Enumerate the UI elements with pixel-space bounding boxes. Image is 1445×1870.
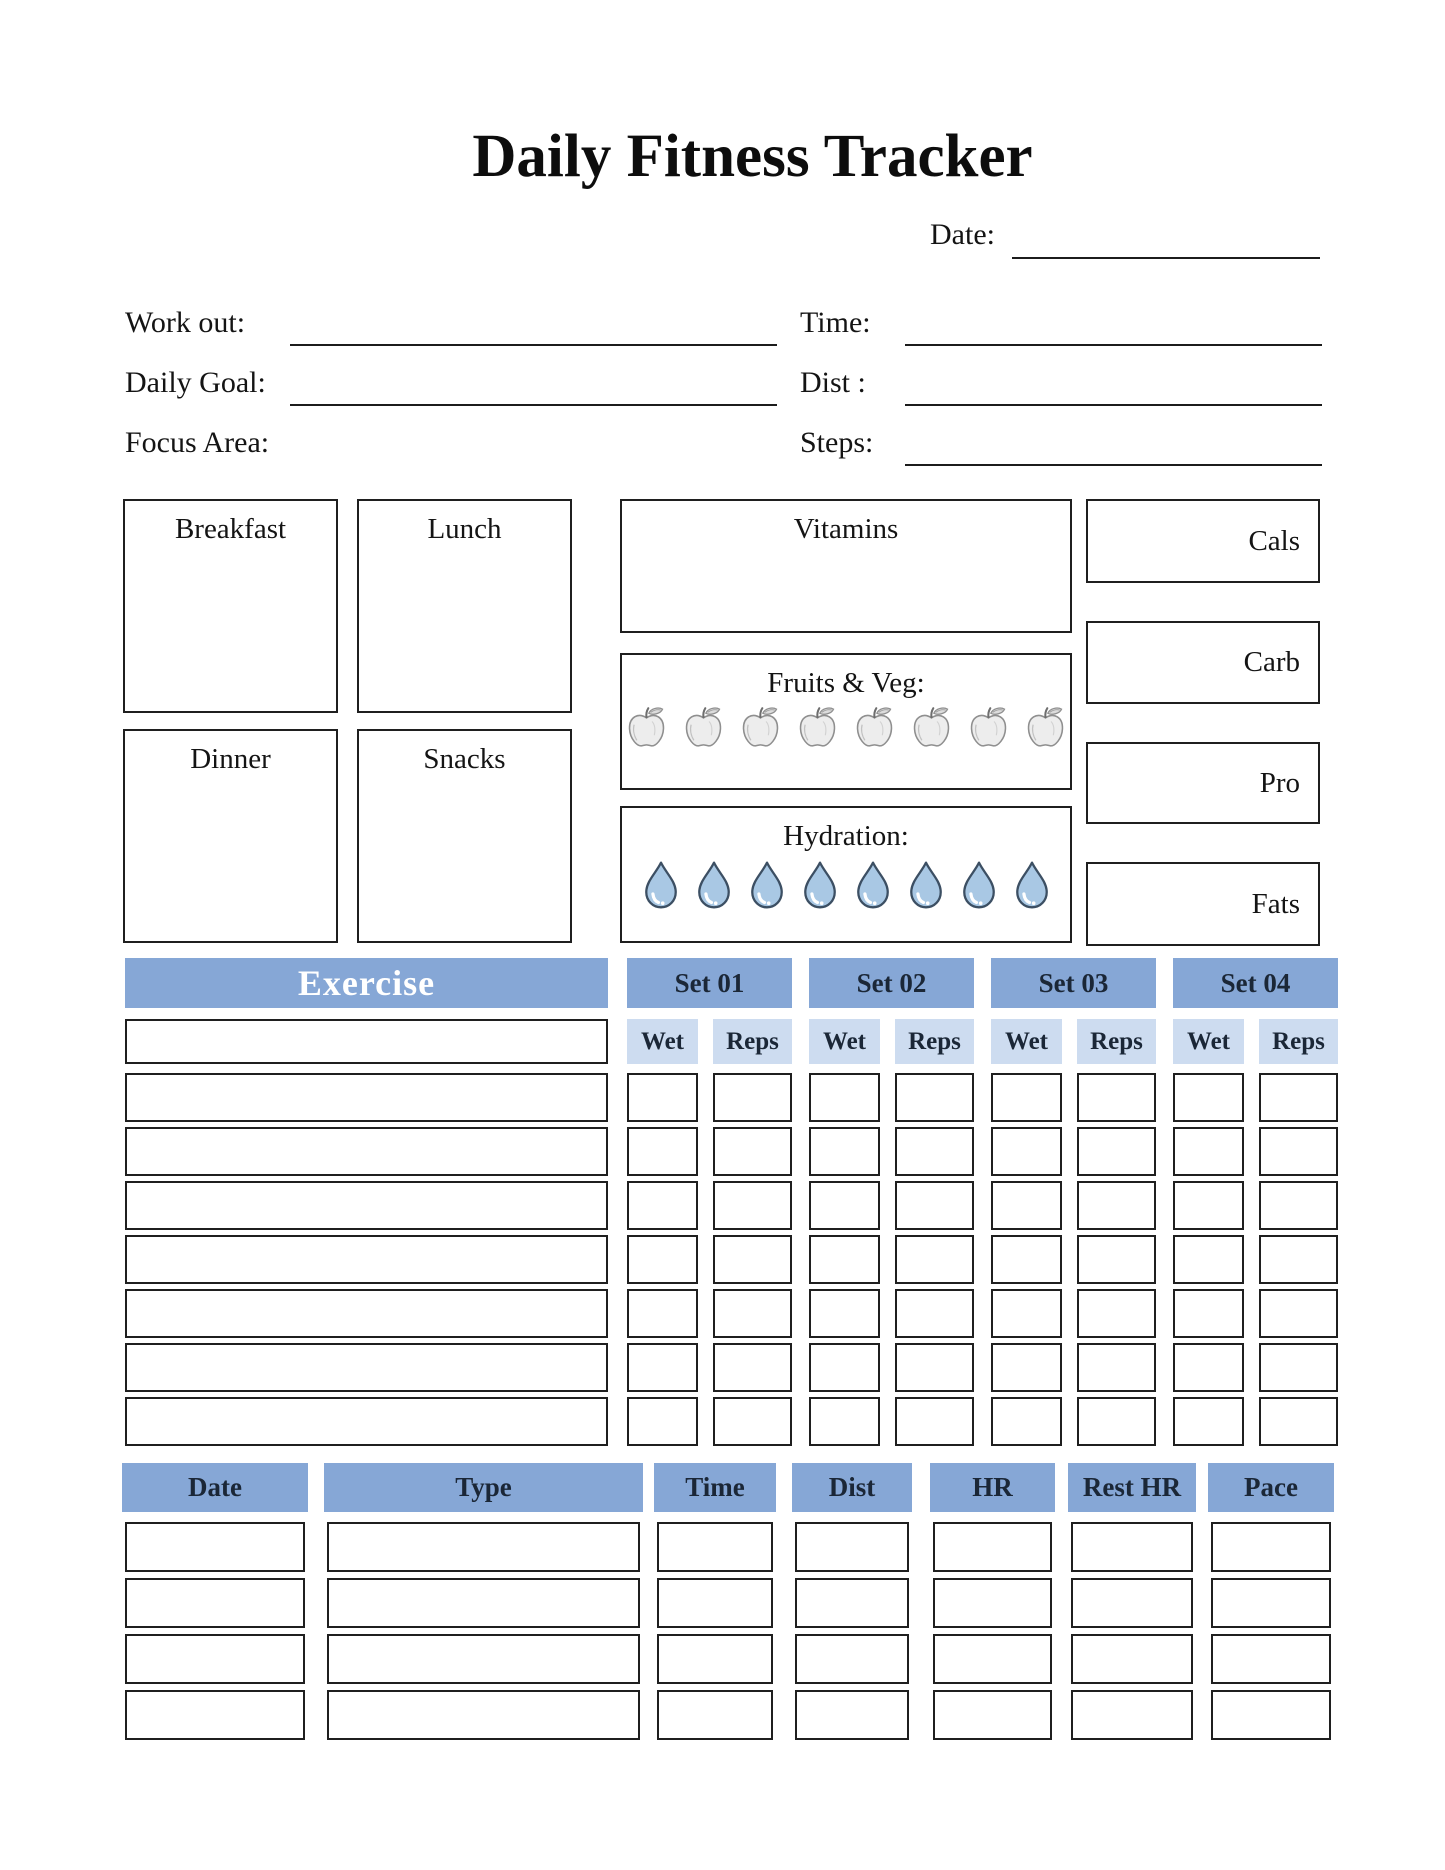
- cardio-date-cell[interactable]: [125, 1690, 305, 1740]
- cardio-col-hr: HR: [930, 1463, 1055, 1512]
- exercise-row: [125, 1397, 1338, 1446]
- cardio-time-cell[interactable]: [657, 1690, 773, 1740]
- set1-reps-cell[interactable]: [713, 1235, 792, 1284]
- cardio-col-type: Type: [324, 1463, 643, 1512]
- wet-header: Wet: [991, 1019, 1062, 1064]
- exercise-header: Exercise: [125, 958, 608, 1008]
- cardio-hr-cell[interactable]: [933, 1522, 1052, 1572]
- set4-wet-cell[interactable]: [1173, 1235, 1244, 1284]
- cardio-type-cell[interactable]: [327, 1690, 640, 1740]
- set4-reps-cell[interactable]: [1259, 1289, 1338, 1338]
- exercise-name-cell[interactable]: [125, 1127, 608, 1176]
- exercise-name-header-cell[interactable]: [125, 1019, 608, 1064]
- exercise-subheader-row: [125, 1019, 1338, 1064]
- set1-wet-cell[interactable]: [627, 1397, 698, 1446]
- cardio-col-time: Time: [654, 1463, 776, 1512]
- page-title: Daily Fitness Tracker: [472, 123, 1033, 190]
- cardio-dist-cell[interactable]: [795, 1690, 909, 1740]
- set1-reps-cell[interactable]: [713, 1343, 792, 1392]
- lunch-label: Lunch: [427, 513, 502, 545]
- cardio-col-date: Date: [122, 1463, 308, 1512]
- apple-icon[interactable]: [737, 705, 784, 749]
- dinner-box[interactable]: [123, 729, 338, 943]
- exercise-row: [125, 1181, 1338, 1230]
- exercise-name-cell[interactable]: [125, 1289, 608, 1338]
- set2-reps-cell[interactable]: [895, 1289, 974, 1338]
- exercise-row: [125, 1127, 1338, 1176]
- cardio-type-cell[interactable]: [327, 1578, 640, 1628]
- dinner-label: Dinner: [190, 743, 271, 775]
- cardio-pace-cell[interactable]: [1211, 1522, 1331, 1572]
- set2-wet-cell[interactable]: [809, 1181, 880, 1230]
- cardio-time-cell[interactable]: [657, 1578, 773, 1628]
- cardio-type-cell[interactable]: [327, 1634, 640, 1684]
- cardio-dist-cell[interactable]: [795, 1634, 909, 1684]
- set1-reps-cell[interactable]: [713, 1073, 792, 1122]
- time-input-line[interactable]: [905, 344, 1322, 346]
- cardio-dist-cell[interactable]: [795, 1578, 909, 1628]
- pro-label: Pro: [1259, 766, 1300, 799]
- hydration-tracker-row: [622, 860, 1070, 910]
- lunch-box[interactable]: [357, 499, 572, 713]
- cardio-rest-hr-cell[interactable]: [1071, 1522, 1193, 1572]
- cardio-row: [122, 1522, 1338, 1572]
- date-input-line[interactable]: [1012, 257, 1320, 259]
- set2-wet-cell[interactable]: [809, 1289, 880, 1338]
- set3-wet-cell[interactable]: [991, 1073, 1062, 1122]
- set3-reps-cell[interactable]: [1077, 1289, 1156, 1338]
- apple-icon[interactable]: [908, 705, 955, 749]
- workout-input-line[interactable]: [290, 344, 777, 346]
- set1-wet-cell[interactable]: [627, 1073, 698, 1122]
- apple-icon[interactable]: [1022, 705, 1069, 749]
- cardio-rest-hr-cell[interactable]: [1071, 1634, 1193, 1684]
- cardio-pace-cell[interactable]: [1211, 1578, 1331, 1628]
- cardio-row: [122, 1690, 1338, 1740]
- exercise-row: [125, 1343, 1338, 1392]
- cardio-row: [122, 1578, 1338, 1628]
- cardio-rest-hr-cell[interactable]: [1071, 1578, 1193, 1628]
- dist-input-line[interactable]: [905, 404, 1322, 406]
- reps-header: Reps: [1259, 1019, 1338, 1064]
- steps-input-line[interactable]: [905, 464, 1322, 466]
- set3-wet-cell[interactable]: [991, 1235, 1062, 1284]
- hydration-label: Hydration:: [783, 820, 909, 852]
- set4-wet-cell[interactable]: [1173, 1127, 1244, 1176]
- breakfast-box[interactable]: [123, 499, 338, 713]
- cardio-hr-cell[interactable]: [933, 1634, 1052, 1684]
- cardio-pace-cell[interactable]: [1211, 1634, 1331, 1684]
- set3-reps-cell[interactable]: [1077, 1397, 1156, 1446]
- cardio-hr-cell[interactable]: [933, 1578, 1052, 1628]
- set-2-header: Set 02: [809, 958, 974, 1008]
- exercise-row: [125, 1289, 1338, 1338]
- workout-label: Work out:: [125, 306, 246, 339]
- exercise-name-cell[interactable]: [125, 1235, 608, 1284]
- set3-wet-cell[interactable]: [991, 1127, 1062, 1176]
- set2-wet-cell[interactable]: [809, 1397, 880, 1446]
- cardio-date-cell[interactable]: [125, 1634, 305, 1684]
- set-3-header: Set 03: [991, 958, 1156, 1008]
- cardio-hr-cell[interactable]: [933, 1690, 1052, 1740]
- pro-box[interactable]: [1086, 742, 1320, 824]
- set4-wet-cell[interactable]: [1173, 1397, 1244, 1446]
- set1-reps-cell[interactable]: [713, 1397, 792, 1446]
- set1-reps-cell[interactable]: [713, 1181, 792, 1230]
- set1-wet-cell[interactable]: [627, 1235, 698, 1284]
- daily-goal-label: Daily Goal:: [125, 366, 266, 399]
- cardio-row: [122, 1634, 1338, 1684]
- set3-wet-cell[interactable]: [991, 1397, 1062, 1446]
- cardio-date-cell[interactable]: [125, 1522, 305, 1572]
- water-drop-icon[interactable]: [854, 860, 892, 910]
- set1-reps-cell[interactable]: [713, 1289, 792, 1338]
- set4-wet-cell[interactable]: [1173, 1343, 1244, 1392]
- cardio-pace-cell[interactable]: [1211, 1690, 1331, 1740]
- set2-reps-cell[interactable]: [895, 1235, 974, 1284]
- set4-reps-cell[interactable]: [1259, 1235, 1338, 1284]
- focus-area-label: Focus Area:: [125, 426, 270, 459]
- snacks-box[interactable]: [357, 729, 572, 943]
- apple-icon[interactable]: [794, 705, 841, 749]
- water-drop-icon[interactable]: [642, 860, 680, 910]
- vitamins-label: Vitamins: [793, 513, 899, 545]
- cardio-log-table: [122, 1463, 1338, 1740]
- date-label: Date:: [930, 218, 995, 251]
- set-4-header: Set 04: [1173, 958, 1338, 1008]
- wet-header: Wet: [809, 1019, 880, 1064]
- set4-wet-cell[interactable]: [1173, 1073, 1244, 1122]
- cardio-col-dist: Dist: [792, 1463, 912, 1512]
- daily-goal-input-line[interactable]: [290, 404, 777, 406]
- hydration-box: [620, 806, 1072, 943]
- wet-header: Wet: [1173, 1019, 1244, 1064]
- set4-reps-cell[interactable]: [1259, 1181, 1338, 1230]
- set3-wet-cell[interactable]: [991, 1181, 1062, 1230]
- exercise-row: [125, 1073, 1338, 1122]
- water-drop-icon[interactable]: [907, 860, 945, 910]
- apple-icon[interactable]: [680, 705, 727, 749]
- water-drop-icon[interactable]: [801, 860, 839, 910]
- cardio-time-cell[interactable]: [657, 1634, 773, 1684]
- set2-reps-cell[interactable]: [895, 1343, 974, 1392]
- set4-reps-cell[interactable]: [1259, 1397, 1338, 1446]
- reps-header: Reps: [713, 1019, 792, 1064]
- set-1-header: Set 01: [627, 958, 792, 1008]
- cardio-dist-cell[interactable]: [795, 1522, 909, 1572]
- set3-reps-cell[interactable]: [1077, 1127, 1156, 1176]
- set2-reps-cell[interactable]: [895, 1181, 974, 1230]
- exercise-row: [125, 1235, 1338, 1284]
- set3-reps-cell[interactable]: [1077, 1073, 1156, 1122]
- cardio-col-pace: Pace: [1208, 1463, 1334, 1512]
- snacks-label: Snacks: [423, 743, 506, 775]
- steps-label: Steps:: [800, 426, 874, 459]
- set2-wet-cell[interactable]: [809, 1235, 880, 1284]
- fruits-veg-label: Fruits & Veg:: [767, 667, 925, 699]
- set3-reps-cell[interactable]: [1077, 1235, 1156, 1284]
- water-drop-icon[interactable]: [695, 860, 733, 910]
- cardio-time-cell[interactable]: [657, 1522, 773, 1572]
- set2-wet-cell[interactable]: [809, 1073, 880, 1122]
- water-drop-icon[interactable]: [960, 860, 998, 910]
- reps-header: Reps: [1077, 1019, 1156, 1064]
- reps-header: Reps: [895, 1019, 974, 1064]
- cardio-col-rest-hr: Rest HR: [1068, 1463, 1196, 1512]
- exercise-name-cell[interactable]: [125, 1343, 608, 1392]
- set3-wet-cell[interactable]: [991, 1289, 1062, 1338]
- exercise-name-cell[interactable]: [125, 1181, 608, 1230]
- set1-wet-cell[interactable]: [627, 1127, 698, 1176]
- set2-wet-cell[interactable]: [809, 1343, 880, 1392]
- fats-label: Fats: [1251, 887, 1300, 920]
- set3-reps-cell[interactable]: [1077, 1181, 1156, 1230]
- cals-label: Cals: [1248, 524, 1300, 557]
- set1-wet-cell[interactable]: [627, 1343, 698, 1392]
- fruits-veg-box: [620, 653, 1072, 790]
- exercise-name-cell[interactable]: [125, 1397, 608, 1446]
- exercise-header-row: [125, 958, 1338, 1008]
- apple-icon[interactable]: [623, 705, 670, 749]
- set2-reps-cell[interactable]: [895, 1397, 974, 1446]
- breakfast-label: Breakfast: [174, 513, 287, 545]
- wet-header: Wet: [627, 1019, 698, 1064]
- set4-reps-cell[interactable]: [1259, 1127, 1338, 1176]
- set1-wet-cell[interactable]: [627, 1181, 698, 1230]
- exercise-table: [125, 958, 1338, 1446]
- set1-reps-cell[interactable]: [713, 1127, 792, 1176]
- cardio-type-cell[interactable]: [327, 1522, 640, 1572]
- set1-wet-cell[interactable]: [627, 1289, 698, 1338]
- set2-reps-cell[interactable]: [895, 1127, 974, 1176]
- cardio-rest-hr-cell[interactable]: [1071, 1690, 1193, 1740]
- carb-box[interactable]: [1086, 621, 1320, 704]
- set4-wet-cell[interactable]: [1173, 1181, 1244, 1230]
- set2-reps-cell[interactable]: [895, 1073, 974, 1122]
- dist-label: Dist :: [800, 366, 866, 399]
- set3-wet-cell[interactable]: [991, 1343, 1062, 1392]
- cardio-header-row: [122, 1463, 1338, 1512]
- set4-wet-cell[interactable]: [1173, 1289, 1244, 1338]
- cardio-date-cell[interactable]: [125, 1578, 305, 1628]
- set4-reps-cell[interactable]: [1259, 1073, 1338, 1122]
- vitamins-box[interactable]: [620, 499, 1072, 633]
- set4-reps-cell[interactable]: [1259, 1343, 1338, 1392]
- cals-box[interactable]: [1086, 499, 1320, 583]
- set3-reps-cell[interactable]: [1077, 1343, 1156, 1392]
- time-label: Time:: [800, 306, 871, 339]
- carb-label: Carb: [1243, 646, 1300, 678]
- apple-icon[interactable]: [965, 705, 1012, 749]
- exercise-name-cell[interactable]: [125, 1073, 608, 1122]
- water-drop-icon[interactable]: [748, 860, 786, 910]
- fats-box[interactable]: [1086, 862, 1320, 946]
- fruits-tracker-row: [622, 705, 1070, 749]
- water-drop-icon[interactable]: [1013, 860, 1051, 910]
- set2-wet-cell[interactable]: [809, 1127, 880, 1176]
- apple-icon[interactable]: [851, 705, 898, 749]
